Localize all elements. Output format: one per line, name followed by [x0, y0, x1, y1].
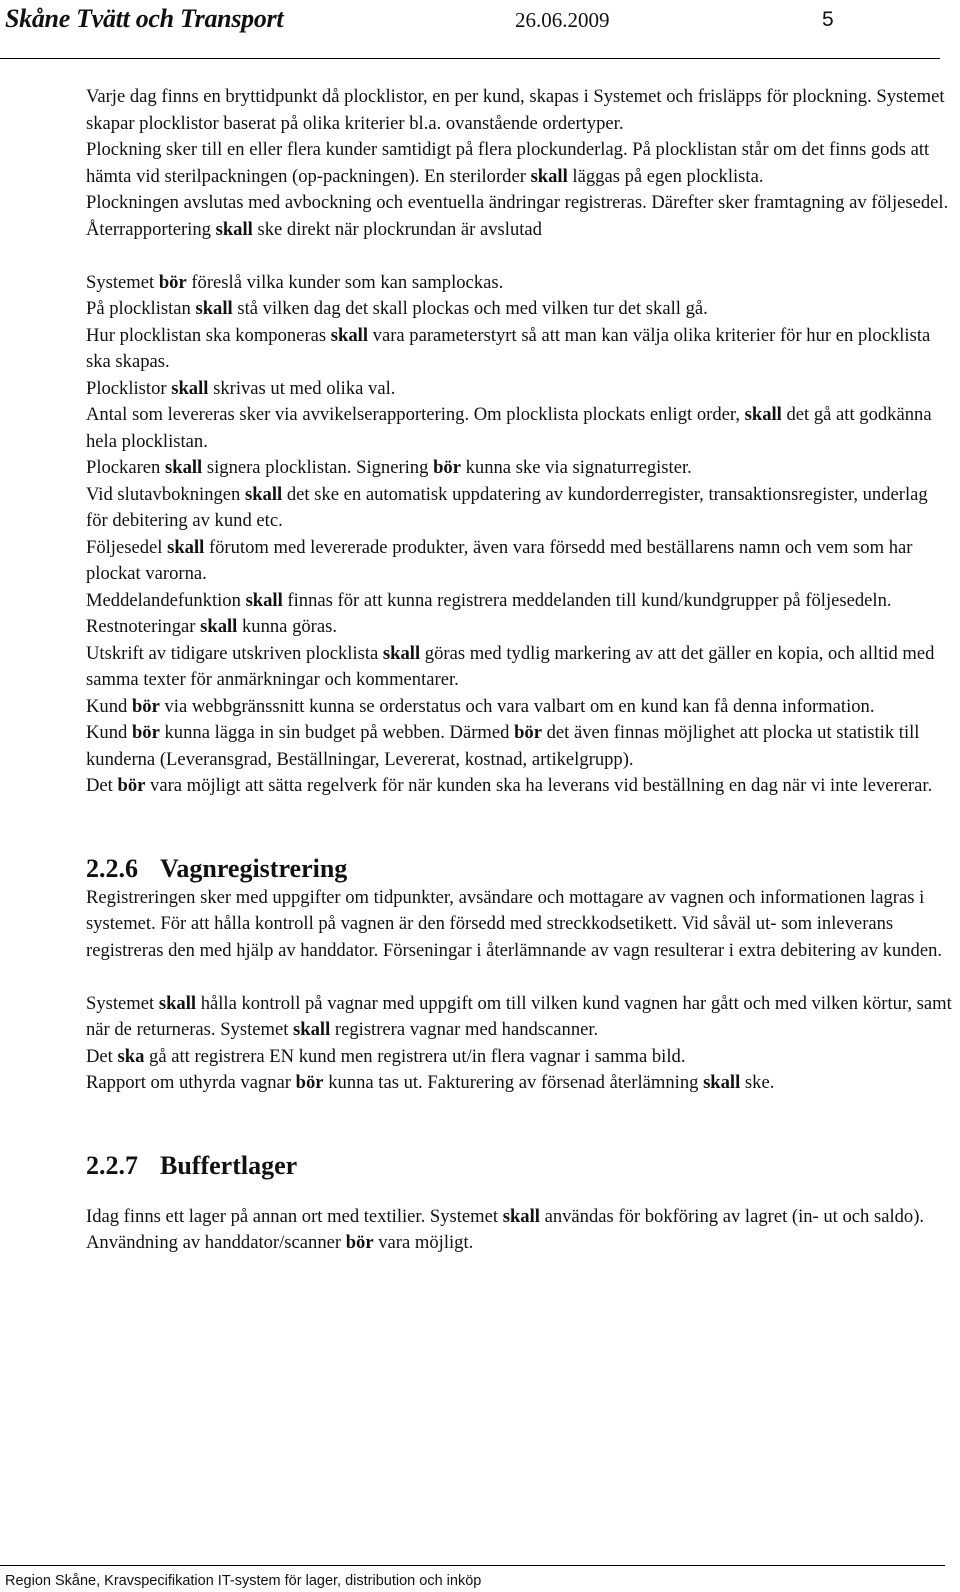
paragraph: [86, 323, 952, 376]
text-run: Idag finns ett lager på annan ort med textilier. Systemet: [86, 1205, 503, 1227]
text-run: göras med tydlig markering av att det gäller en kopia, och alltid med samma texter för anmärkningar och kommentarer.: [86, 642, 935, 690]
paragraph: [86, 84, 952, 137]
heading-buffertlager: [86, 1150, 952, 1182]
header-company-name: Skåne Tvätt och Transport: [5, 4, 284, 33]
emphasis-keyword: bör: [117, 775, 146, 796]
text-run: kunna ske via signaturregister.: [460, 457, 692, 478]
text-run: signera plocklistan. Signering: [202, 457, 434, 478]
paragraph: [86, 535, 952, 588]
text-run: skrivas ut med olika val.: [208, 377, 396, 399]
spacer: [86, 800, 952, 853]
text-run: kunna tas ut. Fakturering av försenad återlämning: [323, 1072, 704, 1093]
section-picklists: [86, 84, 952, 243]
paragraph: [86, 376, 952, 403]
paragraph: [86, 641, 952, 694]
text-run: Plocklistor: [86, 377, 172, 399]
emphasis-keyword: skall: [293, 1019, 331, 1040]
emphasis-keyword: bör: [131, 722, 160, 743]
text-run: registrera vagnar med handscanner.: [330, 1019, 599, 1040]
text-run: Vid slutavbokningen: [86, 483, 245, 505]
text-run: Restnoteringar: [86, 616, 201, 637]
header-date: 26.06.2009: [515, 8, 610, 32]
heading-title: Buffertlager: [160, 1150, 298, 1180]
paragraph: [86, 217, 952, 244]
text-run: förutom med levererade produkter, även vara försedd med beställarens namn och vem som har plockat varorna.: [86, 536, 913, 584]
paragraph: [86, 190, 952, 217]
text-run: Plockning sker till en eller flera kunder samtidigt på flera plockunderlag. På plocklistan står om det finns gods att hämta vid sterilpackningen (op-packningen). En sterilorder: [86, 139, 930, 187]
emphasis-keyword: skall: [195, 298, 233, 319]
emphasis-keyword: skall: [200, 616, 238, 637]
text-run: Rapport om uthyrda vagnar: [86, 1072, 296, 1093]
text-run: Systemet: [86, 271, 159, 293]
text-run: På plocklistan: [86, 298, 196, 319]
text-run: det ske en automatisk uppdatering av kundorderregister, transaktionsregister, underlag för debitering av kund etc.: [86, 483, 928, 531]
text-run: Det: [86, 775, 118, 796]
text-run: Plockaren: [86, 457, 165, 478]
section-cart-requirements: [86, 991, 952, 1097]
spacer: [86, 1182, 952, 1204]
text-run: ske.: [740, 1072, 775, 1093]
emphasis-keyword: bör: [295, 1072, 324, 1093]
text-run: ske direkt när plockrundan är avslutad: [252, 218, 542, 240]
paragraph: [86, 270, 952, 297]
emphasis-keyword: skall: [158, 992, 197, 1014]
emphasis-keyword: skall: [382, 642, 421, 664]
paragraph: [86, 482, 952, 535]
text-run: användas för bokföring av lagret (in- ut och saldo). Användning av handdator/scanner: [86, 1205, 925, 1253]
text-run: Det: [86, 1045, 118, 1067]
text-run: Utskrift av tidigare utskriven plocklista: [86, 642, 383, 664]
paragraph: [86, 1204, 952, 1257]
heading-number: 2.2.6: [86, 853, 138, 883]
text-run: stå vilken dag det skall plockas och med vilken tur det skall gå.: [232, 298, 708, 319]
paragraph: [86, 885, 952, 965]
text-run: gå att registrera EN kund men registrera ut/in flera vagnar i samma bild.: [144, 1045, 686, 1067]
page-header: [0, 0, 960, 60]
text-run: Plockningen avslutas med avbockning och eventuella ändringar registreras. Därefter sker framtagning av följesedel.: [86, 192, 949, 213]
text-run: Antal som levereras sker via avvikelserapportering. Om plocklista plockats enligt order,: [86, 404, 745, 425]
emphasis-keyword: bör: [514, 722, 542, 743]
spacer: [86, 964, 952, 991]
text-run: Kund: [86, 695, 132, 717]
paragraph: [86, 588, 952, 615]
footer-text: Region Skåne, Kravspecifikation IT-system för lager, distribution och inköp: [5, 1573, 482, 1589]
text-run: Registreringen sker med uppgifter om tidpunkter, avsändare och mottagare av vagnen och informationen lagras i systemet. För att hålla kontroll på vagnen är den försedd med streckkodsetikett. Vid såväl ut- som inleverans registreras den med hjälp av handdator. Förseningar i återlämnande av vagn resulterar i extra debitering av kunden.: [86, 886, 943, 961]
emphasis-keyword: ska: [117, 1045, 145, 1067]
emphasis-keyword: skall: [215, 218, 253, 240]
heading-number: 2.2.7: [86, 1150, 138, 1180]
emphasis-keyword: bör: [131, 695, 160, 717]
text-run: Varje dag finns en bryttidpunkt då plocklistor, en per kund, skapas i Systemet och frisläpps för plockning. Systemet skapar plocklistor baserat på olika kriterier bl.a. ovanstående ordertyper.: [86, 86, 945, 134]
heading-title: Vagnregistrering: [160, 853, 348, 883]
emphasis-keyword: bör: [158, 271, 187, 293]
text-run: det gå att godkänna hela plocklistan.: [86, 404, 932, 452]
paragraph: [86, 991, 952, 1044]
text-run: Meddelandefunktion: [86, 589, 246, 611]
paragraph: [86, 296, 952, 323]
paragraph: [86, 614, 952, 641]
paragraph: [86, 694, 952, 721]
text-run: via webbgränssnitt kunna se orderstatus och vara valbart om en kund kan få denna information.: [159, 695, 875, 717]
paragraph: [86, 455, 952, 482]
text-run: Följesedel: [86, 536, 168, 558]
document-body: [86, 84, 952, 1257]
emphasis-keyword: skall: [744, 404, 782, 425]
text-run: vara parameterstyrt så att man kan välja olika kriterier för hur en plocklista ska skapas.: [86, 324, 931, 372]
section-buffer-stock: [86, 1204, 952, 1257]
paragraph: [86, 1044, 952, 1071]
text-run: föreslå vilka kunder som kan samplockas.: [186, 271, 504, 293]
heading-vagnregistrering: [86, 853, 952, 885]
header-page-number: 5: [822, 8, 834, 31]
emphasis-keyword: skall: [502, 1205, 540, 1227]
text-run: det även finnas möjlighet att plocka ut statistik till kunderna (Leveransgrad, Beställningar, Levererat, kostnad, artikelgrupp).: [86, 722, 920, 770]
paragraph: [86, 1070, 952, 1097]
emphasis-keyword: skall: [245, 589, 283, 611]
section-picklist-requirements: [86, 270, 952, 800]
emphasis-keyword: skall: [165, 457, 203, 478]
text-run: finnas för att kunna registrera meddelanden till kund/kundgrupper på följesedeln.: [282, 589, 892, 611]
text-run: Hur plocklistan ska komponeras: [86, 324, 331, 346]
text-run: kunna lägga in sin budget på webben. Därmed: [159, 722, 515, 743]
text-run: läggas på egen plocklista.: [567, 165, 764, 187]
text-run: Återrapportering: [86, 218, 216, 240]
paragraph: [86, 720, 952, 773]
emphasis-keyword: skall: [703, 1072, 741, 1093]
text-run: vara möjligt att sätta regelverk för när kunden ska ha leverans vid beställning en dag när vi inte levererar.: [145, 775, 933, 796]
text-run: vara möjligt.: [373, 1232, 474, 1253]
emphasis-keyword: skall: [167, 536, 205, 558]
header-divider: [0, 58, 940, 59]
text-run: Systemet: [86, 992, 159, 1014]
footer-divider: [0, 1565, 945, 1566]
spacer: [86, 243, 952, 270]
emphasis-keyword: bör: [345, 1232, 374, 1253]
emphasis-keyword: skall: [171, 377, 209, 399]
text-run: Kund: [86, 722, 132, 743]
paragraph: [86, 402, 952, 455]
section-cart-registration: [86, 885, 952, 965]
emphasis-keyword: skall: [530, 165, 568, 187]
text-run: hålla kontroll på vagnar med uppgift om till vilken kund vagnen har gått och med vilken körtur, samt när de returneras. Systemet: [86, 992, 952, 1040]
text-run: kunna göras.: [237, 616, 338, 637]
emphasis-keyword: bör: [433, 457, 461, 478]
paragraph: [86, 773, 952, 800]
emphasis-keyword: skall: [244, 483, 283, 505]
emphasis-keyword: skall: [330, 324, 368, 346]
paragraph: [86, 137, 952, 190]
spacer: [86, 1097, 952, 1150]
